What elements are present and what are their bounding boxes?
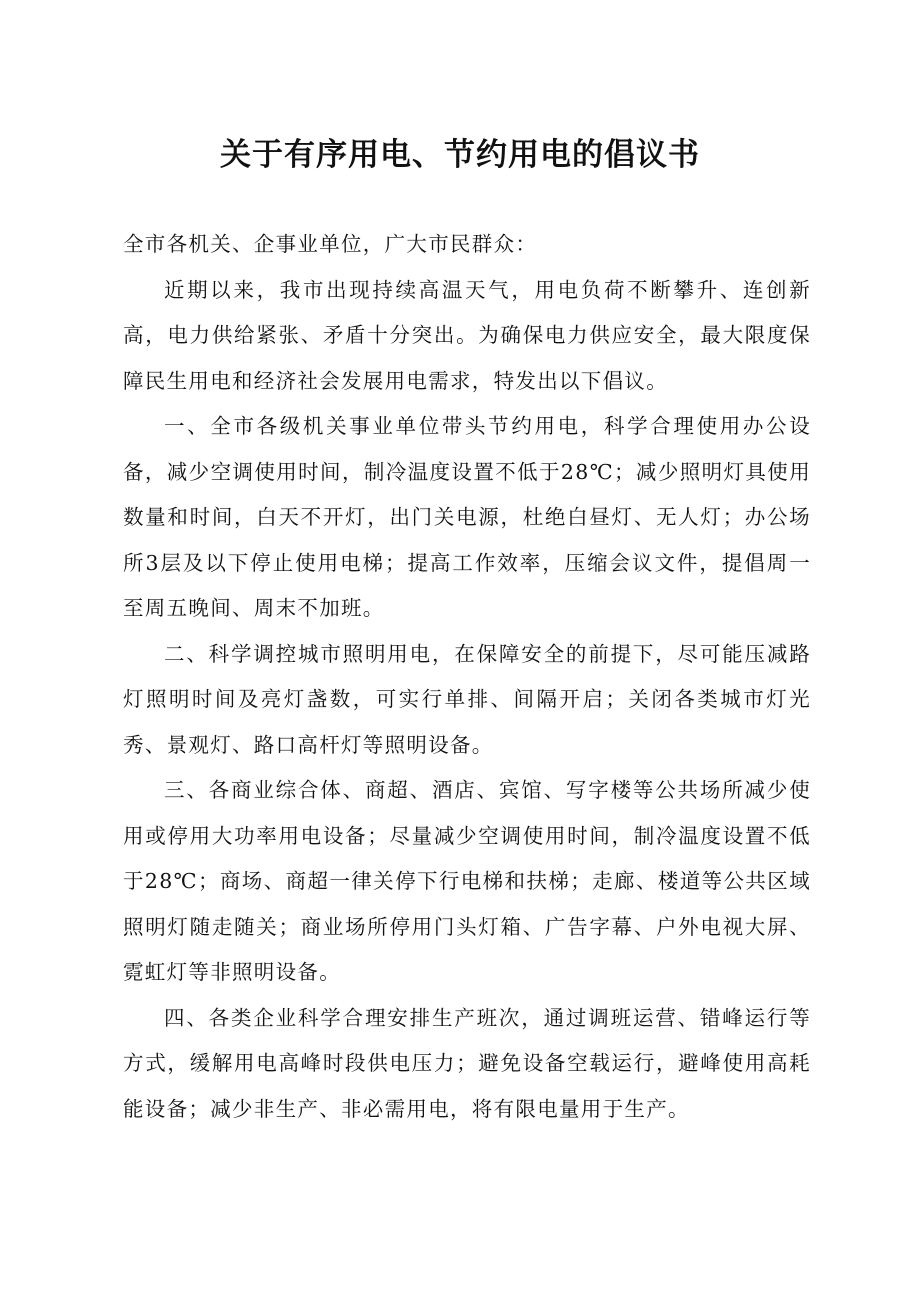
paragraph-intro: 近期以来，我市出现持续高温天气，用电负荷不断攀升、连创新高，电力供给紧张、矛盾十分突出。为确保电力供应安全，最大限度保障民生用电和经济社会发展用电需求，特发出以下倡议。 [123, 277, 811, 393]
paragraph-item-2: 二、科学调控城市照明用电，在保障安全的前提下，尽可能压减路灯照明时间及亮灯盏数，可实行单排、间隔开启；关闭各类城市灯光秀、景观灯、路口高杆灯等照明设备。 [123, 641, 811, 757]
paragraph-item-4: 四、各类企业科学合理安排生产班次，通过调班运营、错峰运行等方式，缓解用电高峰时段供电压力；避免设备空载运行，避峰使用高耗能设备；减少非生产、非必需用电，将有限电量用于生产。 [123, 1005, 811, 1121]
paragraph-item-1: 一、全市各级机关事业单位带头节约用电，科学合理使用办公设备，减少空调使用时间，制冷温度设置不低于28℃；减少照明灯具使用数量和时间，白天不开灯，出门关电源，杜绝白昼灯、无人灯；办公场所3层及以下停止使用电梯；提高工作效率，压缩会议文件，提倡周一至周五晚间、周末不加班。 [123, 414, 811, 620]
paragraph-item-3: 三、各商业综合体、商超、酒店、宾馆、写字楼等公共场所减少使用或停用大功率用电设备；尽量减少空调使用时间，制冷温度设置不低于28℃；商场、商超一律关停下行电梯和扶梯；走廊、楼道等公共区域照明灯随走随关；商业场所停用门头灯箱、广告字幕、户外电视大屏、霓虹灯等非照明设备。 [123, 778, 811, 984]
document-title: 关于有序用电、节约用电的倡议书 [220, 137, 700, 173]
salutation: 全市各机关、企事业单位，广大市民群众： [123, 232, 538, 256]
document-body [123, 222, 811, 1132]
